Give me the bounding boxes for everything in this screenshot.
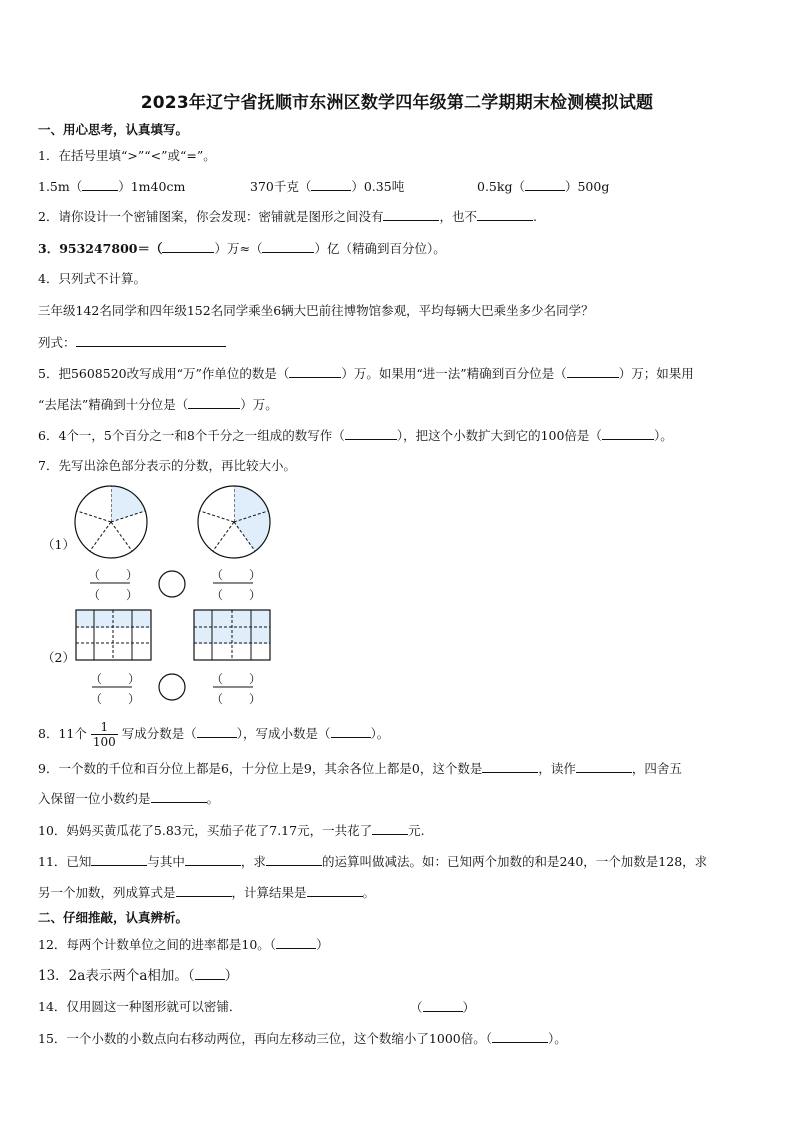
question-1-part-b	[250, 178, 404, 195]
question-7-stem: 7．先写出涂色部分表示的分数，再比较大小。	[38, 458, 296, 473]
paren-open: （	[90, 672, 103, 686]
q10-text-1: 10．妈妈买黄瓜花了5.83元，买茄子花了7.17元，一共花了	[38, 823, 373, 838]
question-7-label-2: （2）	[42, 650, 75, 665]
fraction-blank-2-den[interactable]	[211, 586, 261, 603]
question-6	[38, 427, 673, 444]
question-9-line-1	[38, 760, 682, 777]
fraction-numerator: 1	[91, 720, 118, 735]
question-11-line-2	[38, 884, 375, 901]
q6-text-1: 6．4个一，5个百分之一和8个千分之一组成的数写作（	[38, 428, 345, 443]
question-11-line-1	[38, 853, 707, 870]
q6-text-3: ）。	[653, 428, 673, 443]
q11-text-1: 11．已知	[38, 854, 92, 869]
paren-open: （	[211, 568, 224, 582]
q11-text-2: 与其中	[147, 854, 185, 869]
q15-text-2: ）。	[547, 1031, 567, 1046]
answer-blank[interactable]	[576, 760, 632, 773]
q6-text-2: ），把这个小数扩大到它的100倍是（	[396, 428, 602, 443]
question-8	[38, 720, 389, 749]
paren-close: ）	[126, 568, 139, 582]
grid-rect-right	[194, 610, 270, 660]
paren-open: （	[88, 588, 101, 602]
q14-text-2: （	[410, 1000, 423, 1015]
pie-chart-left	[75, 486, 147, 558]
question-13	[38, 967, 238, 984]
q1a-right: ）1m40cm	[118, 179, 186, 194]
q9-text-3: ，四舍五	[631, 761, 682, 776]
question-7-label-1: （1）	[42, 537, 75, 552]
q9-text-4: 入保留一位小数约是	[38, 791, 151, 806]
paren-close: ）	[128, 692, 141, 706]
question-12	[38, 936, 329, 953]
answer-blank[interactable]	[602, 427, 654, 440]
q8-text-3: ），写成小数是（	[236, 726, 331, 741]
paren-close: ）	[249, 692, 262, 706]
question-2	[38, 208, 537, 225]
q1c-left: 0.5kg（	[477, 179, 525, 194]
q12-text-1: 12．每两个计数单位之间的进率都是10。（	[38, 937, 277, 952]
answer-blank[interactable]	[482, 760, 538, 773]
answer-blank[interactable]	[372, 822, 408, 835]
paren-open: （	[211, 692, 224, 706]
answer-blank[interactable]	[262, 240, 314, 253]
question-1-part-c	[477, 178, 609, 195]
answer-blank[interactable]	[276, 936, 316, 949]
paren-open: （	[88, 568, 101, 582]
answer-blank[interactable]	[176, 884, 232, 897]
question-1-stem: 1．在括号里填“>”“<”或“=”。	[38, 148, 216, 163]
question-10	[38, 822, 425, 839]
q13-text-1: 13．2a表示两个a相加。（	[38, 968, 195, 984]
paren-close: ）	[249, 672, 262, 686]
q11-text-6: ，计算结果是	[231, 885, 307, 900]
section-1-heading: 一、用心思考，认真填写。	[38, 122, 189, 137]
question-4-text: 三年级142名同学和四年级152名同学乘坐6辆大巴前往博物馆参观，平均每辆大巴乘坐多少名同学？	[38, 303, 594, 318]
answer-blank[interactable]	[492, 1030, 548, 1043]
fraction-blank-2[interactable]	[211, 566, 261, 583]
answer-blank[interactable]	[266, 853, 322, 866]
q10-text-2: 元.	[408, 823, 425, 838]
fraction-one-hundredth	[91, 720, 118, 749]
q8-text-2: 写成分数是（	[121, 726, 197, 741]
answer-blank[interactable]	[423, 999, 463, 1012]
q9-text-1: 9．一个数的千位和百分位上都是6，十分位上是9，其余各位上都是0，这个数是	[38, 761, 483, 776]
answer-blank[interactable]	[307, 884, 363, 897]
q3-text-1: 3．953247800＝（	[38, 241, 163, 256]
answer-blank[interactable]	[567, 365, 619, 378]
q5-text-1: 5．把5608520改写成用“万”作单位的数是（	[38, 366, 290, 381]
question-9-line-2	[38, 790, 219, 807]
answer-blank[interactable]	[197, 725, 237, 738]
q11-text-4: 的运算叫做减法。如：已知两个加数的和是240，一个加数是128，求	[321, 854, 708, 869]
section-2-heading: 二、仔细推敲，认真辨析。	[38, 910, 189, 925]
q8-text-1: 8．11个	[38, 726, 87, 741]
q14-text-3: ）	[462, 1000, 476, 1015]
q1b-right: ）0.35吨	[351, 179, 405, 194]
paren-close: ）	[249, 568, 262, 582]
answer-blank[interactable]	[383, 208, 439, 221]
q1b-left: 370千克（	[250, 179, 312, 194]
answer-blank[interactable]	[76, 334, 226, 347]
paren-close: ）	[126, 588, 139, 602]
answer-blank[interactable]	[289, 365, 341, 378]
answer-blank[interactable]	[188, 396, 240, 409]
answer-blank[interactable]	[162, 240, 214, 253]
q2-text-1: 2．请你设计一个密铺图案，你会发现：密铺就是图形之间没有	[38, 209, 384, 224]
answer-blank[interactable]	[91, 853, 147, 866]
q2-text-3: .	[532, 209, 537, 224]
paren-open: （	[90, 692, 103, 706]
q5-text-2: ）万。如果用“进一法”精确到百分位是（	[341, 366, 567, 381]
question-1-part-a	[38, 178, 185, 195]
fraction-blank-1-den[interactable]	[88, 586, 138, 603]
q1a-left: 1.5m（	[38, 179, 83, 194]
fraction-blank-3-den[interactable]	[90, 690, 140, 707]
q11-text-7: 。	[362, 885, 376, 900]
fraction-blank-3[interactable]	[90, 670, 140, 687]
answer-blank[interactable]	[477, 208, 533, 221]
q14-text-1: 14．仅用圆这一种图形就可以密铺．	[38, 999, 242, 1014]
answer-blank[interactable]	[185, 853, 241, 866]
q12-text-2: ）	[316, 937, 329, 952]
q5-text-5: ）万。	[240, 397, 278, 412]
q8-text-4: ）。	[370, 726, 390, 741]
q11-text-3: ，求	[240, 854, 266, 869]
paren-open: （	[211, 588, 224, 602]
question-4-stem: 4．只列式不计算。	[38, 271, 146, 286]
fraction-blank-4-den[interactable]	[211, 690, 261, 707]
grid-rect-left	[76, 610, 151, 660]
question-4-formula	[38, 334, 226, 351]
paren-close: ）	[249, 588, 262, 602]
question-5-line-2	[38, 396, 278, 413]
page-title: 2023年辽宁省抚顺市东洲区数学四年级第二学期期末检测模拟试题	[140, 93, 654, 113]
q3-text-2: ）万≈（	[214, 241, 263, 256]
answer-blank[interactable]	[195, 967, 225, 980]
q9-text-2: ，读作	[538, 761, 576, 776]
formula-label: 列式：	[38, 335, 76, 350]
q5-text-3: ）万；如果用	[618, 366, 694, 381]
q3-text-3: ）亿（精确到百分位）。	[314, 241, 446, 256]
fraction-blank-4[interactable]	[211, 670, 261, 687]
answer-blank[interactable]	[82, 178, 118, 191]
paren-open: （	[211, 672, 224, 686]
paren-close: ）	[128, 672, 141, 686]
question-15	[38, 1030, 567, 1047]
fraction-denominator: 100	[92, 735, 116, 749]
answer-blank[interactable]	[525, 178, 565, 191]
q1c-right: ）500g	[564, 179, 610, 194]
question-14	[38, 999, 241, 1015]
answer-blank[interactable]	[331, 725, 371, 738]
fraction-blank-1[interactable]	[88, 566, 138, 583]
q2-text-2: ，也不	[439, 209, 477, 224]
pie-chart-right	[198, 486, 270, 558]
q9-text-5: 。	[206, 791, 220, 806]
answer-blank[interactable]	[151, 790, 207, 803]
question-14-answer	[410, 999, 475, 1016]
answer-blank[interactable]	[311, 178, 351, 191]
q13-text-2: ）	[224, 968, 239, 984]
question-5-line-1	[38, 365, 694, 382]
q11-text-5: 另一个加数，列成算式是	[38, 885, 176, 900]
q15-text-1: 15．一个小数的小数点向右移动两位，再向左移动三位，这个数缩小了1000倍。（	[38, 1031, 492, 1046]
compare-circle[interactable]	[159, 674, 185, 700]
q5-text-4: “去尾法”精确到十分位是（	[38, 397, 189, 412]
compare-circle[interactable]	[159, 571, 185, 597]
answer-blank[interactable]	[345, 427, 397, 440]
question-3	[38, 240, 446, 257]
